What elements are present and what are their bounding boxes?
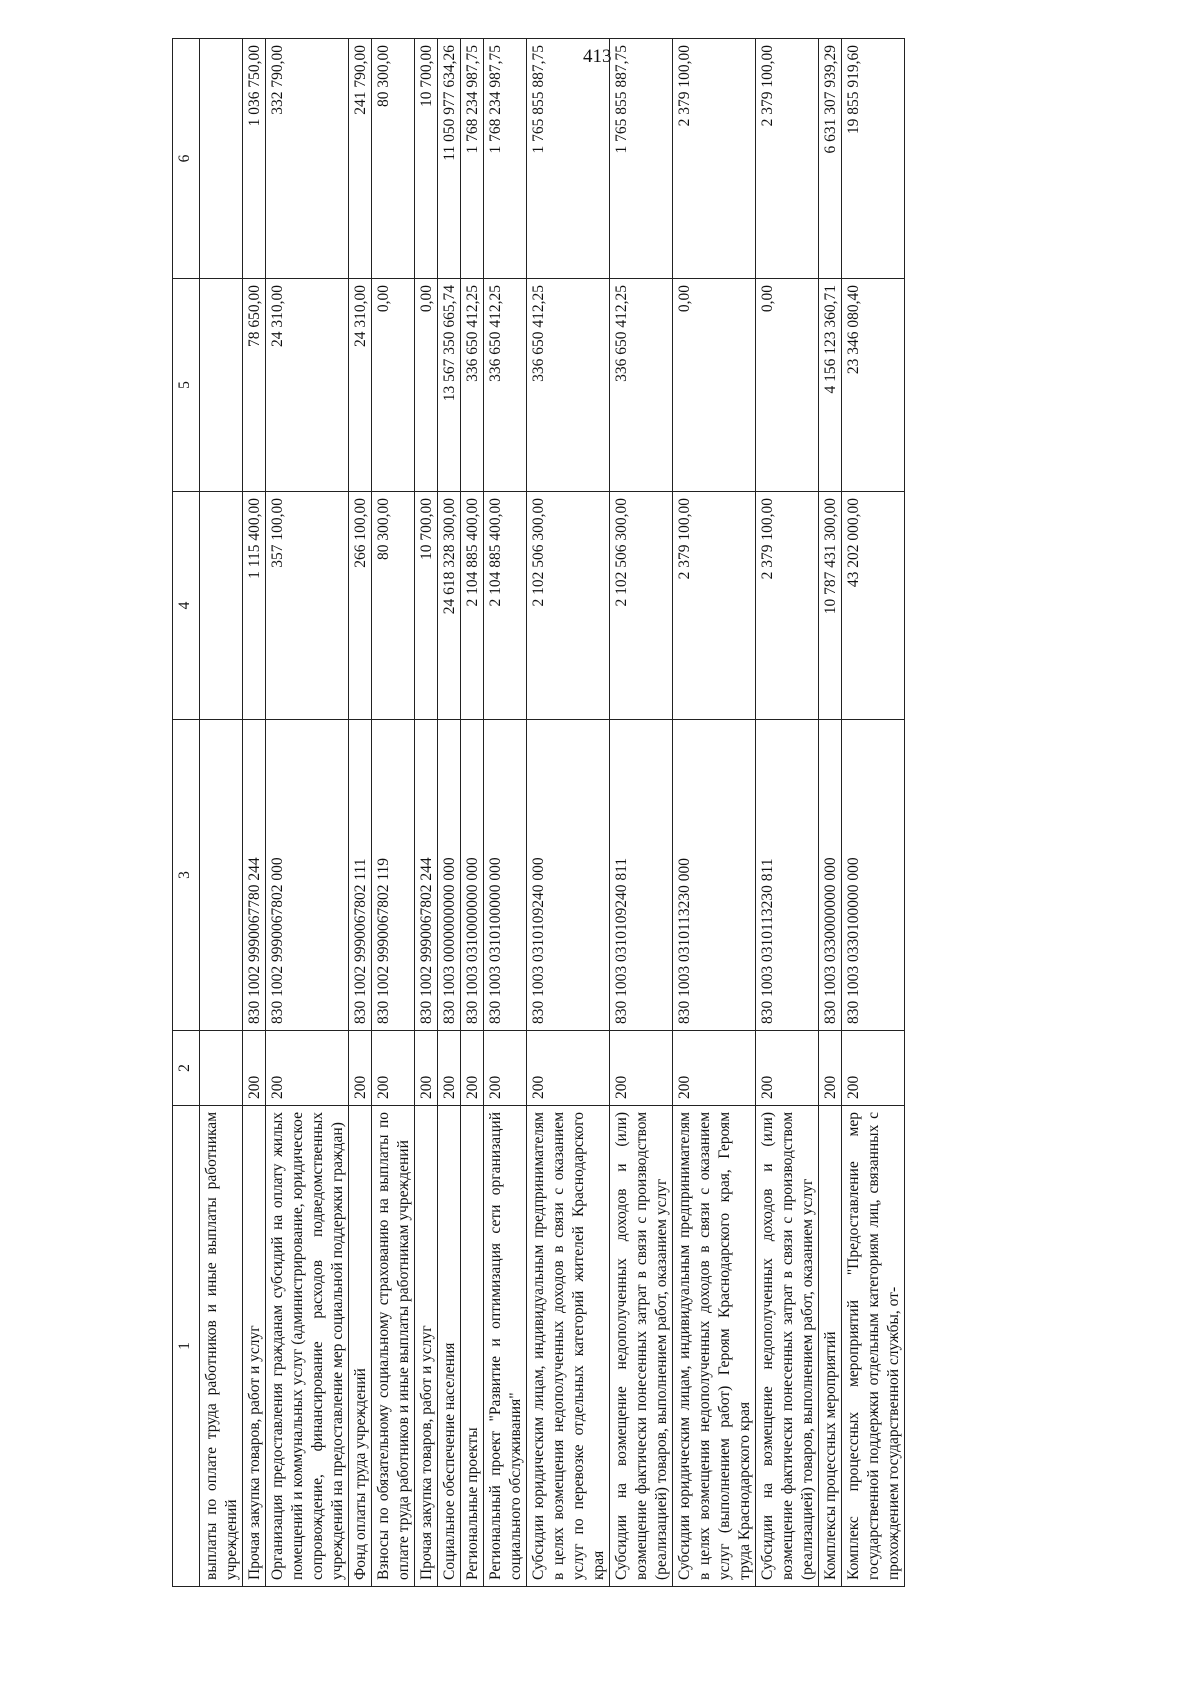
row-amount-executed: 24 310,00: [349, 279, 372, 492]
row-amount-remainder: 10 700,00: [415, 39, 438, 279]
row-code: 200: [415, 1031, 438, 1106]
row-amount-remainder: 332 790,00: [266, 39, 349, 279]
row-amount-remainder: 80 300,00: [372, 39, 415, 279]
table-row: [349, 39, 372, 1587]
row-amount-executed: 0,00: [673, 279, 756, 492]
row-name: Прочая закупка товаров, работ и услуг: [415, 1106, 438, 1587]
header-col-3: 3: [173, 720, 200, 1031]
row-amount-remainder: [200, 39, 243, 279]
row-amount-executed: [200, 279, 243, 492]
row-code: 200: [484, 1031, 527, 1106]
table-row: [610, 39, 673, 1587]
row-amount-executed: 336 650 412,25: [610, 279, 673, 492]
row-name: Взносы по обязательному социальному страхованию на выплаты по оплате труда работников и иные выплаты работникам учреждений: [372, 1106, 415, 1587]
row-kbk: 830 1003 0310100000 000: [484, 720, 527, 1031]
row-amount-remainder: 19 855 919,60: [842, 39, 905, 279]
row-kbk: 830 1003 0310109240 000: [527, 720, 610, 1031]
table-row: [461, 39, 484, 1587]
row-amount-remainder: 1 768 234 987,75: [484, 39, 527, 279]
row-kbk: 830 1003 0310113230 811: [756, 720, 819, 1031]
table-row: [756, 39, 819, 1587]
row-code: 200: [243, 1031, 266, 1106]
row-amount-executed: 0,00: [756, 279, 819, 492]
page-number: 413: [583, 46, 612, 67]
row-amount-executed: 4 156 123 360,71: [819, 279, 842, 492]
row-code: 200: [266, 1031, 349, 1106]
row-kbk: 830 1002 9990067780 244: [243, 720, 266, 1031]
row-amount-plan: 357 100,00: [266, 492, 349, 720]
row-amount-remainder: 1 768 234 987,75: [461, 39, 484, 279]
row-code: 200: [610, 1031, 673, 1106]
row-amount-executed: 336 650 412,25: [484, 279, 527, 492]
row-amount-plan: 1 115 400,00: [243, 492, 266, 720]
row-code: 200: [461, 1031, 484, 1106]
row-kbk: 830 1003 0310000000 000: [461, 720, 484, 1031]
row-amount-executed: 336 650 412,25: [461, 279, 484, 492]
table-row: [438, 39, 461, 1587]
row-kbk: 830 1002 9990067802 244: [415, 720, 438, 1031]
row-amount-executed: 78 650,00: [243, 279, 266, 492]
row-amount-remainder: 2 379 100,00: [673, 39, 756, 279]
row-amount-remainder: 1 765 855 887,75: [527, 39, 610, 279]
header-col-4: 4: [173, 492, 200, 720]
row-name: Комплекс процессных мероприятий "Предоставление мер государственной поддержки отдельным категориям лиц, связанных с прохождением государственной службы, от-: [842, 1106, 905, 1587]
table-row: [527, 39, 610, 1587]
row-code: 200: [527, 1031, 610, 1106]
row-name: Фонд оплаты труда учреждений: [349, 1106, 372, 1587]
row-amount-executed: 24 310,00: [266, 279, 349, 492]
row-name: Субсидии на возмещение недополученных доходов и (или) возмещение фактически понесенных затрат в связи с производством (реализацией) товаров, выполнением работ, оказанием услуг: [756, 1106, 819, 1587]
table-row: [243, 39, 266, 1587]
row-code: 200: [372, 1031, 415, 1106]
row-name: Комплексы процессных мероприятий: [819, 1106, 842, 1587]
row-kbk: 830 1003 0310113230 000: [673, 720, 756, 1031]
row-kbk: 830 1002 9990067802 111: [349, 720, 372, 1031]
row-name: Социальное обеспечение населения: [438, 1106, 461, 1587]
table-row: [819, 39, 842, 1587]
row-amount-remainder: 1 036 750,00: [243, 39, 266, 279]
table-row: [200, 39, 243, 1587]
table-row: [842, 39, 905, 1587]
row-amount-plan: 80 300,00: [372, 492, 415, 720]
row-amount-plan: 10 700,00: [415, 492, 438, 720]
row-amount-executed: 0,00: [415, 279, 438, 492]
row-amount-executed: 13 567 350 665,74: [438, 279, 461, 492]
row-name: выплаты по оплате труда работников и иные выплаты работникам учреждений: [200, 1106, 243, 1587]
row-code: 200: [438, 1031, 461, 1106]
row-kbk: 830 1002 9990067802 119: [372, 720, 415, 1031]
row-code: 200: [673, 1031, 756, 1106]
row-amount-remainder: 2 379 100,00: [756, 39, 819, 279]
row-kbk: [200, 720, 243, 1031]
row-code: 200: [349, 1031, 372, 1106]
row-kbk: 830 1003 0330000000 000: [819, 720, 842, 1031]
row-code: 200: [842, 1031, 905, 1106]
header-col-6: 6: [173, 39, 200, 279]
budget-table-body: [173, 39, 905, 1587]
table-row: [372, 39, 415, 1587]
row-amount-plan: 2 102 506 300,00: [610, 492, 673, 720]
row-code: 200: [756, 1031, 819, 1106]
row-kbk: 830 1003 0330100000 000: [842, 720, 905, 1031]
row-amount-executed: 0,00: [372, 279, 415, 492]
header-col-1: 1: [173, 1106, 200, 1587]
row-amount-plan: 2 102 506 300,00: [527, 492, 610, 720]
row-kbk: 830 1002 9990067802 000: [266, 720, 349, 1031]
row-amount-remainder: 11 050 977 634,26: [438, 39, 461, 279]
row-amount-plan: 2 104 885 400,00: [484, 492, 527, 720]
row-name: Региональные проекты: [461, 1106, 484, 1587]
row-code: [200, 1031, 243, 1106]
table-row: [673, 39, 756, 1587]
table-row: [415, 39, 438, 1587]
row-amount-executed: 23 346 080,40: [842, 279, 905, 492]
row-amount-plan: 2 379 100,00: [756, 492, 819, 720]
row-name: Организация предоставления гражданам субсидий на оплату жилых помещений и коммунальных услуг (администрирование, юридическое сопровождение, финансирование расходов подведомственных учреждений на предоставление мер социальной поддержки граждан): [266, 1106, 349, 1587]
header-col-2: 2: [173, 1031, 200, 1106]
header-col-5: 5: [173, 279, 200, 492]
row-amount-plan: 2 104 885 400,00: [461, 492, 484, 720]
row-amount-remainder: 6 631 307 939,29: [819, 39, 842, 279]
row-name: Субсидии на возмещение недополученных доходов и (или) возмещение фактически понесенных затрат в связи с производством (реализацией) товаров, выполнением работ, оказанием услуг: [610, 1106, 673, 1587]
row-kbk: 830 1003 0310109240 811: [610, 720, 673, 1031]
row-amount-plan: 266 100,00: [349, 492, 372, 720]
row-code: 200: [819, 1031, 842, 1106]
row-name: Прочая закупка товаров, работ и услуг: [243, 1106, 266, 1587]
row-kbk: 830 1003 0000000000 000: [438, 720, 461, 1031]
budget-table: [172, 38, 905, 1587]
table-header-row: [173, 39, 200, 1587]
row-amount-plan: 2 379 100,00: [673, 492, 756, 720]
row-amount-remainder: 1 765 855 887,75: [610, 39, 673, 279]
table-row: [484, 39, 527, 1587]
row-amount-plan: [200, 492, 243, 720]
row-amount-remainder: 241 790,00: [349, 39, 372, 279]
row-amount-plan: 24 618 328 300,00: [438, 492, 461, 720]
table-row: [266, 39, 349, 1587]
row-name: Региональный проект "Развитие и оптимизация сети организаций социального обслуживания": [484, 1106, 527, 1587]
row-amount-plan: 43 202 000,00: [842, 492, 905, 720]
row-amount-plan: 10 787 431 300,00: [819, 492, 842, 720]
row-amount-executed: 336 650 412,25: [527, 279, 610, 492]
row-name: Субсидии юридическим лицам, индивидуальным предпринимателям в целях возмещения недополученных доходов в связи с оказанием услуг (выполнением работ) Героям Краснодарского края, Героям труда Краснодарского края: [673, 1106, 756, 1587]
row-name: Субсидии юридическим лицам, индивидуальным предпринимателям в целях возмещения недополученных доходов в связи с оказанием услуг по перевозке отдельных категорий жителей Краснодарского края: [527, 1106, 610, 1587]
